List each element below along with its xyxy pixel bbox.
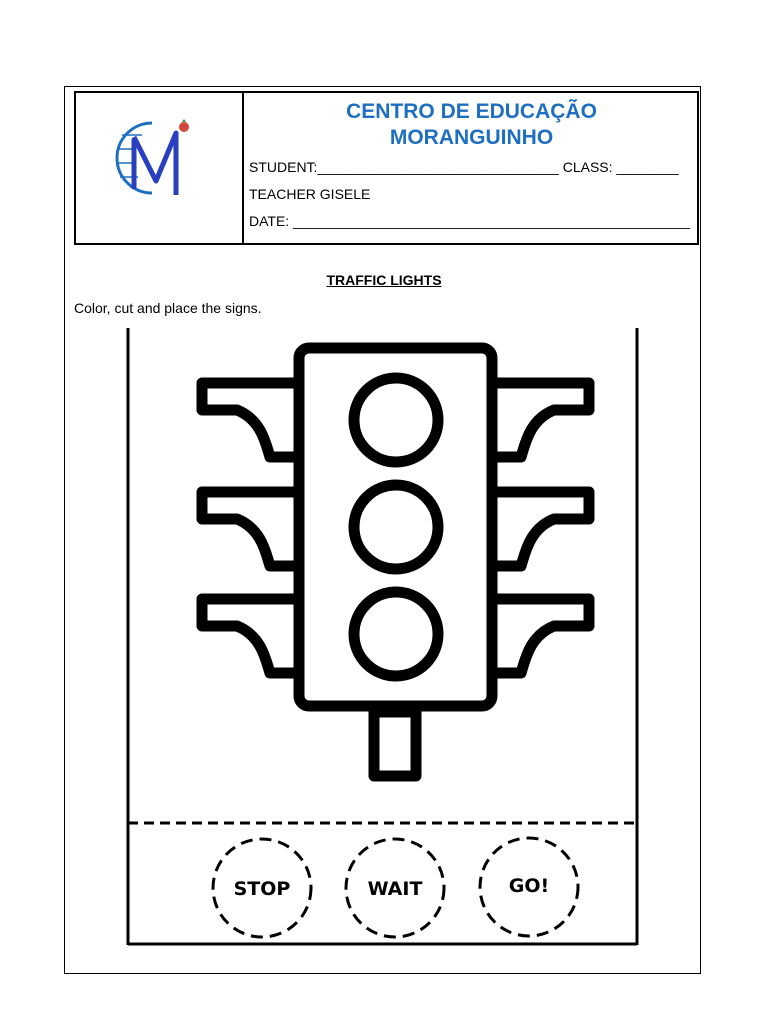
middle-light <box>354 485 438 569</box>
teacher-name: TEACHER GISELE <box>249 186 371 202</box>
date-field[interactable]: DATE: ___________________________________________________ <box>249 213 691 229</box>
school-name-line2: MORANGUINHO <box>389 126 554 149</box>
sign-stop[interactable] <box>213 839 311 937</box>
school-name-line1: CENTRO DE EDUCAÇÃO <box>346 100 597 123</box>
sign-stop-label: STOP <box>233 878 291 900</box>
top-light <box>354 378 438 462</box>
sign-go-label: GO! <box>508 875 550 897</box>
worksheet-instruction: Color, cut and place the signs. <box>74 300 262 316</box>
traffic-light-icon <box>202 348 589 776</box>
activity-frame <box>128 328 637 945</box>
student-class-field[interactable]: STUDENT:_______________________________ CLASS: ________ <box>249 159 679 175</box>
bottom-light <box>354 592 438 676</box>
sign-go[interactable] <box>480 838 578 936</box>
sign-wait[interactable] <box>346 839 444 937</box>
sign-wait-label: WAIT <box>367 878 423 900</box>
worksheet-title: TRAFFIC LIGHTS <box>326 272 442 288</box>
